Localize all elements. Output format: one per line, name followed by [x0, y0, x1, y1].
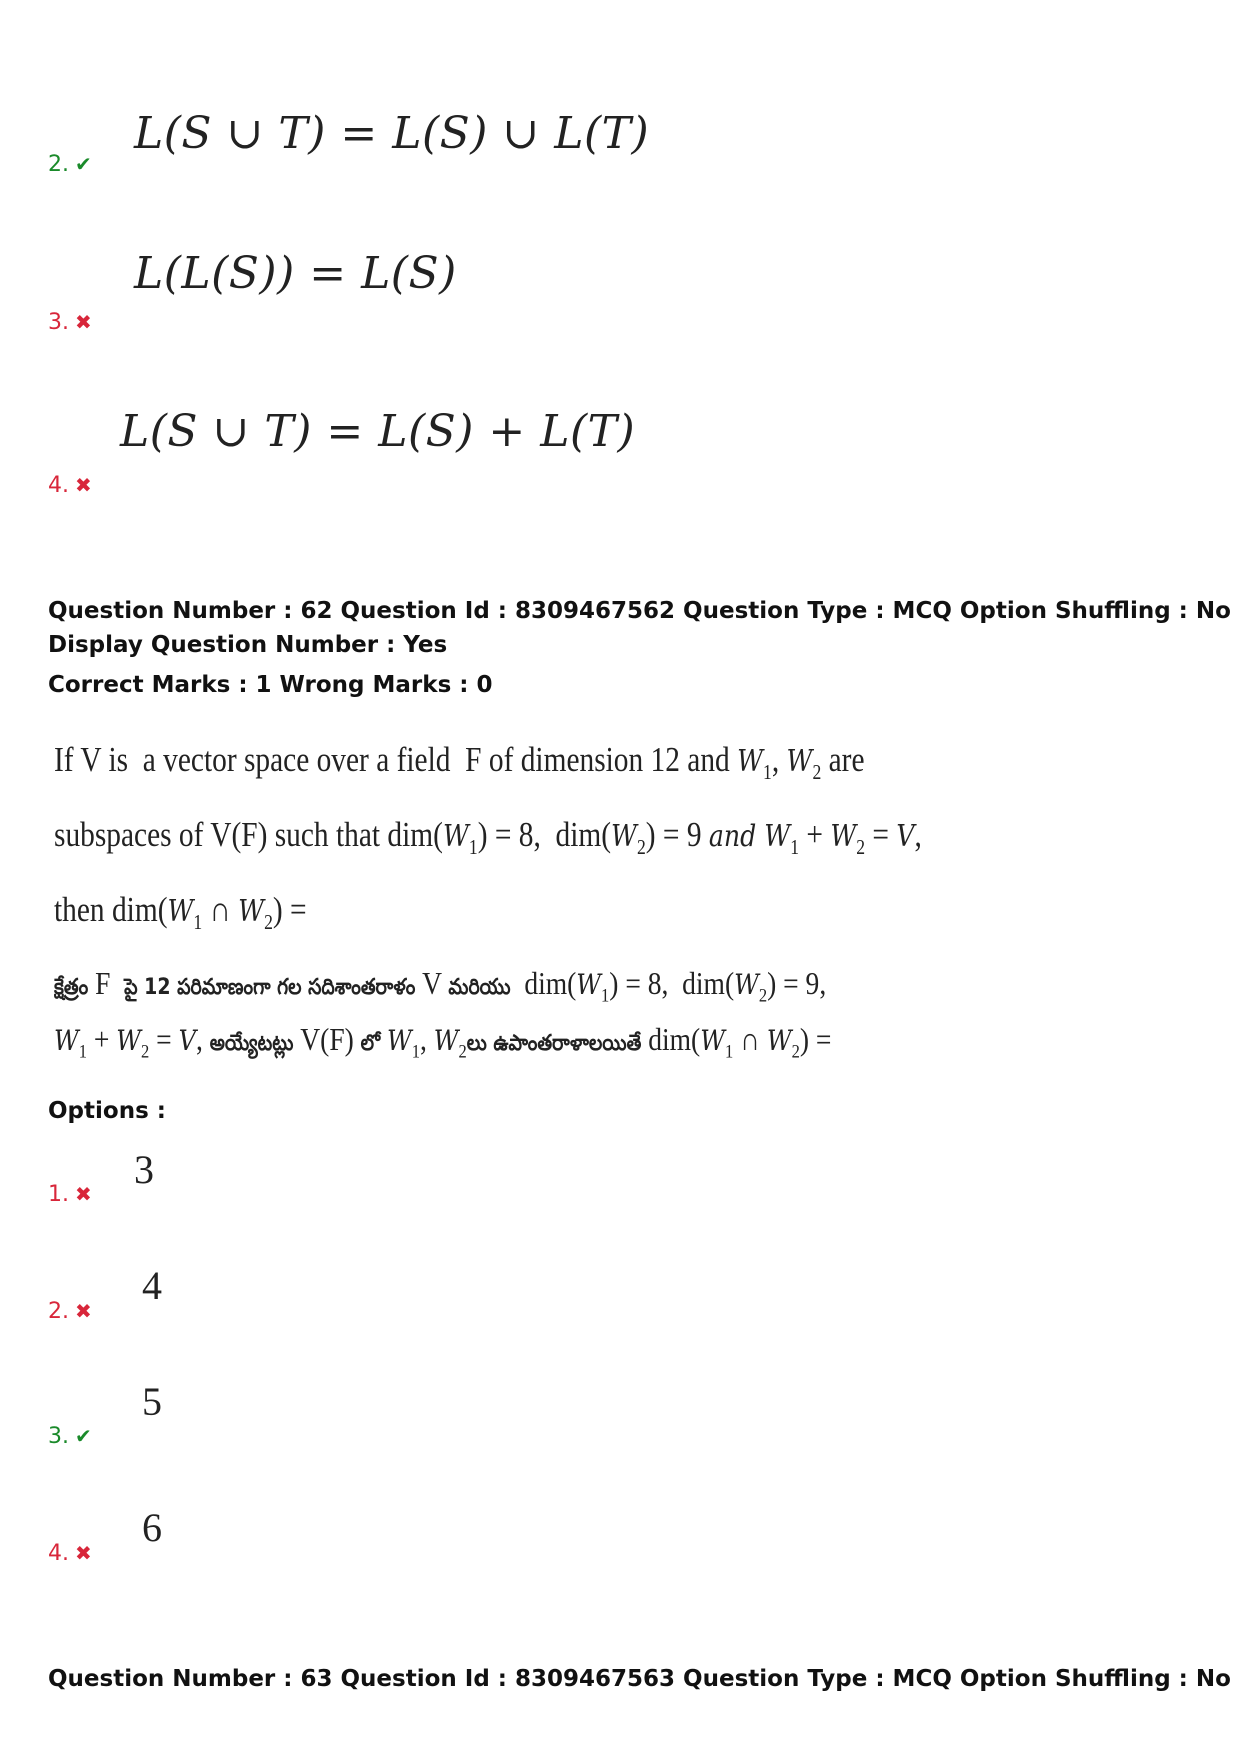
- prev-option-4-expression: L(S ∪ T) = L(S) + L(T): [120, 406, 636, 457]
- q62-option-3-value: 5: [142, 1379, 162, 1424]
- option-number: 2.: [48, 152, 69, 177]
- option-number: 1.: [48, 1182, 69, 1207]
- q62-display-number: Display Question Number : Yes: [48, 632, 448, 658]
- cross-icon: ✖: [75, 1541, 92, 1565]
- question-line-3: then $dim(W_1$ ∩ $W_2$) =: [54, 890, 307, 934]
- q62-option-2: [48, 1299, 92, 1324]
- check-icon: ✔: [75, 152, 92, 176]
- q62-marks: Correct Marks : 1 Wrong Marks : 0: [48, 672, 493, 698]
- question-line-2: subspaces of V(F) such that $dim(W_1) = 8$, $dim(W_2) = 9$ and $W_1 + W_2 = V$,: [54, 815, 922, 859]
- cross-icon: ✖: [75, 473, 92, 497]
- prev-option-3-expression: L(L(S)) = L(S): [134, 248, 457, 299]
- option-number: 4.: [48, 1541, 69, 1566]
- q62-option-1-value: 3: [134, 1147, 154, 1192]
- options-label: Options :: [48, 1098, 166, 1124]
- question-line-5: $W_1 + W_2 = V$, అయ్యేటట్లు V(F) లో $W_1$, $W_2లు$ ఉపాంతరాళాలయితే $dim(W_1$ ∩ $W_2$) =: [54, 1021, 832, 1063]
- prev-option-4: [48, 473, 92, 498]
- option-number: 3.: [48, 1424, 69, 1449]
- cross-icon: ✖: [75, 310, 92, 334]
- q62-option-3: [48, 1424, 92, 1449]
- check-icon: ✔: [75, 1424, 92, 1448]
- prev-option-3: [48, 310, 92, 335]
- option-number: 4.: [48, 473, 69, 498]
- q62-option-4: [48, 1541, 92, 1566]
- prev-option-2: [48, 152, 92, 177]
- q63-meta-line: Question Number : 63 Question Id : 8309467563 Question Type : MCQ Option Shuffling : No: [48, 1666, 1231, 1692]
- q62-option-4-value: 6: [142, 1505, 162, 1550]
- q62-question-image: [54, 740, 1087, 1064]
- q62-meta-line: Question Number : 62 Question Id : 8309467562 Question Type : MCQ Option Shuffling : No: [48, 598, 1231, 624]
- option-number: 3.: [48, 310, 69, 335]
- question-line-1: If V is a vector space over a field F of dimension 12 and $W_1$, $W_2$ are: [54, 740, 865, 784]
- cross-icon: ✖: [75, 1299, 92, 1323]
- option-number: 2.: [48, 1299, 69, 1324]
- q62-option-2-value: 4: [142, 1263, 162, 1308]
- prev-option-2-expression: L(S ∪ T) = L(S) ∪ L(T): [134, 108, 650, 159]
- cross-icon: ✖: [75, 1182, 92, 1206]
- q62-option-1: [48, 1182, 92, 1207]
- question-line-4: క్షేత్రం F పై 12 పరిమాణంగా గల సదిశాంతరాళం V మరియు $dim(W_1) = 8$, $dim(W_2) = 9$,: [54, 965, 827, 1007]
